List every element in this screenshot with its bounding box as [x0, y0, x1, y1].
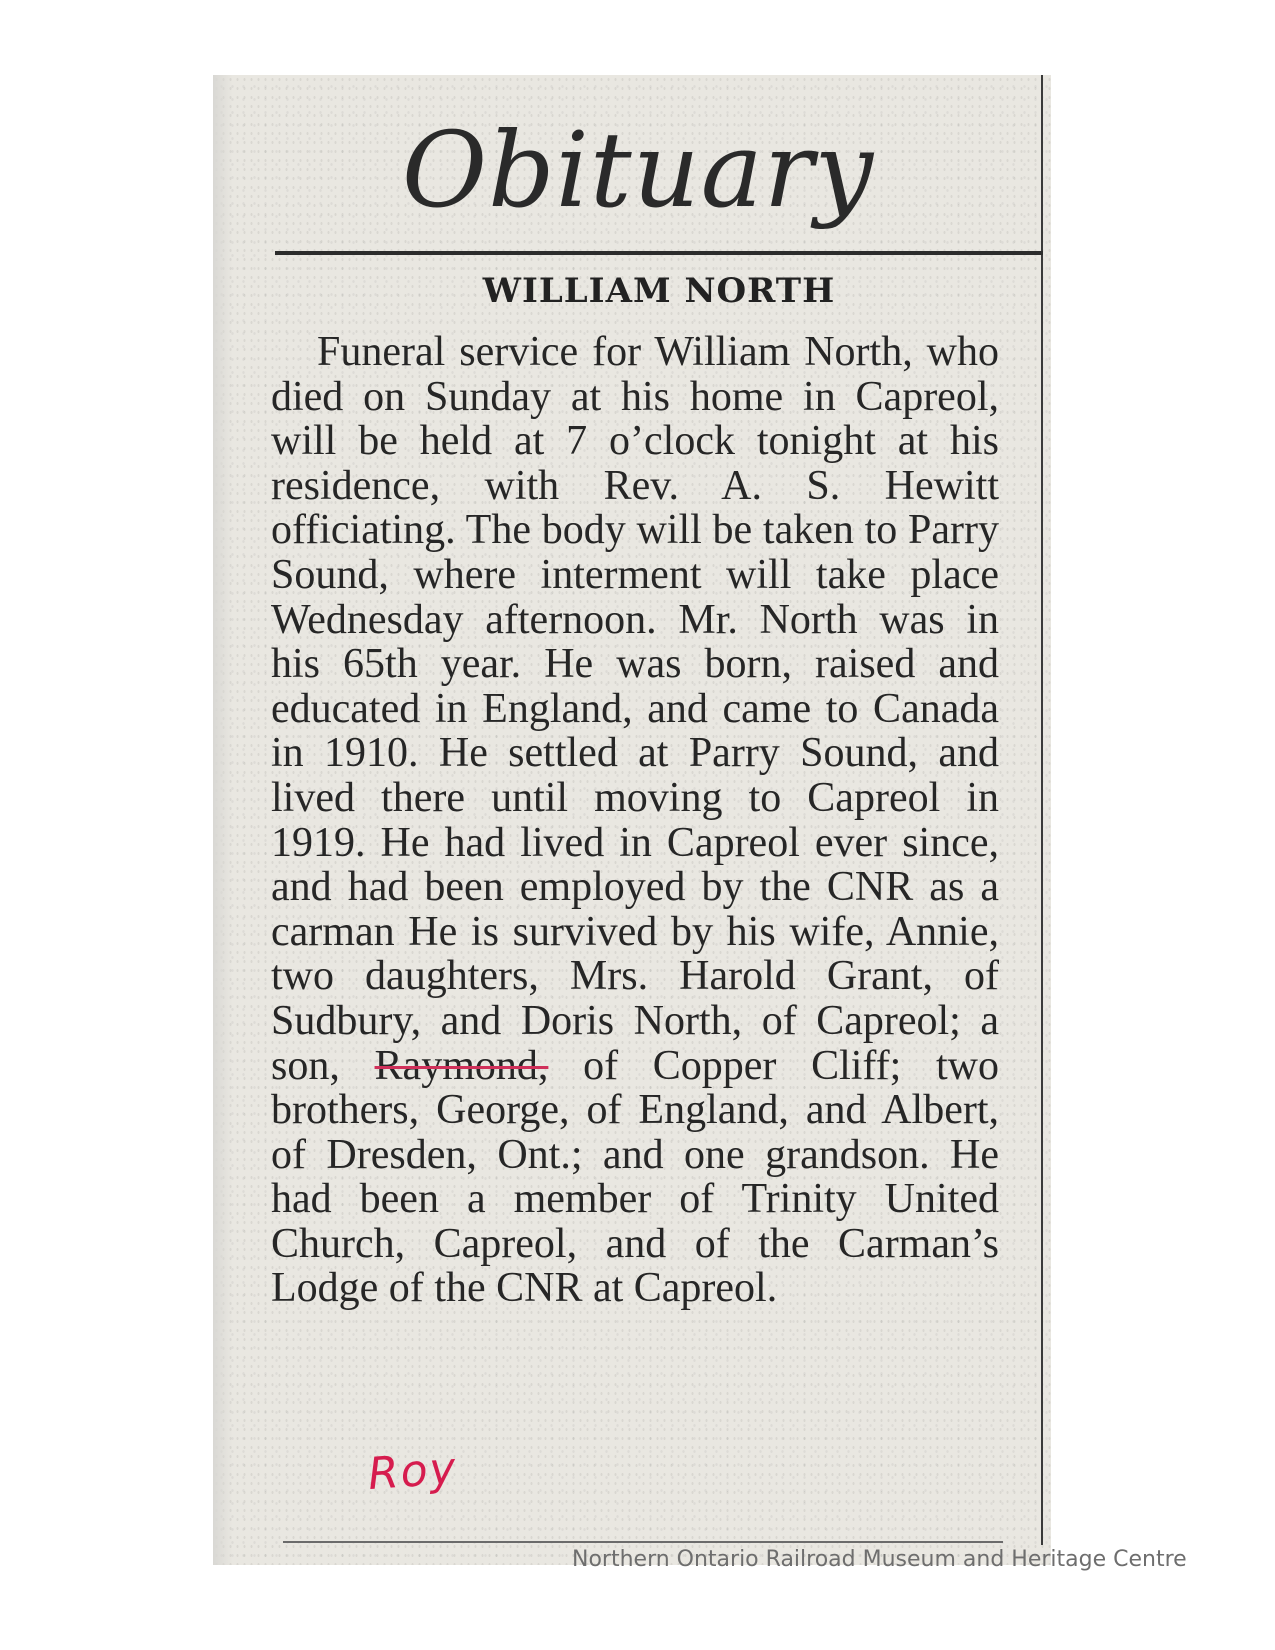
museum-credit: Northern Ontario Railroad Museum and Heritage Centre [572, 1547, 1187, 1572]
obituary-headline: WILLIAM NORTH [482, 271, 836, 311]
body-text-part-2: of Copper Cliff; two brothers, George, of England, and Albert, of Dresden, Ont.; and one grandson. He had been a member of Trinity United Church, Capreol, and of the Carman’s Lodge of the CNR at Capreol. [271, 1042, 999, 1312]
masthead-rule [275, 251, 1043, 255]
obituary-masthead: Obituary [401, 109, 875, 231]
body-text-part-1: Funeral service for William North, who died on Sunday at his home in Capreol, will be held at 7 o’clock tonight at his residence, with Rev. A. S. Hewitt officiating. The body will be taken to Parry Sound, where interment will take place Wednesday afternoon. Mr. North was in his 65th year. He was born, raised and educated in England, and came to Canada in 1910. He settled at Parry Sound, and lived there until moving to Capreol in 1919. He had lived in Capreol ever since, and had been employed by the CNR as a carman He is survived by his wife, Annie, two daughters, Mrs. Harold Grant, of Sudbury, and Doris North, of Capreol; a son, [271, 329, 999, 1089]
struck-out-name: Raymond, [374, 1042, 549, 1089]
clipping-bottom-rule [283, 1541, 1003, 1543]
obituary-body [271, 330, 999, 1311]
clipping-edge-shadow [213, 75, 233, 1565]
handwritten-annotation: Roy [366, 1442, 460, 1501]
newspaper-clipping [213, 75, 1051, 1565]
